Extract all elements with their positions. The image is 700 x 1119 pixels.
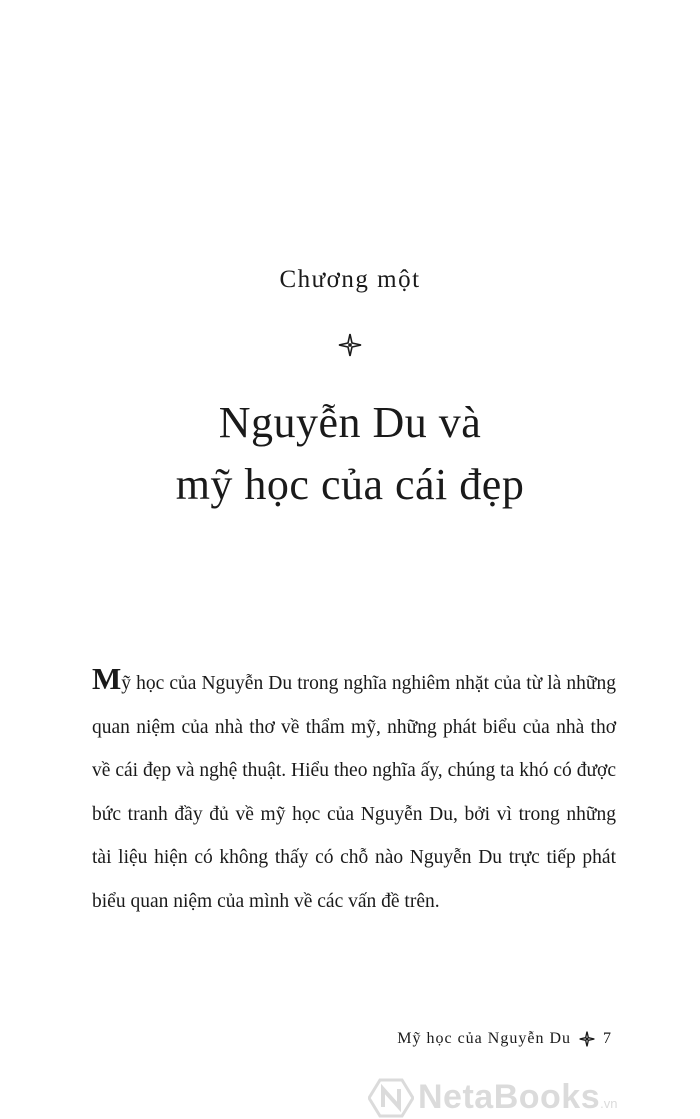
chapter-title-line-1: Nguyễn Du và (218, 398, 482, 447)
body-text: ỹ học của Nguyễn Du trong nghĩa nghiêm nhặt của từ là những quan niệm của nhà thơ về thẩm mỹ, những phát biểu của nhà thơ về cái đẹp và nghệ thuật. Hiểu theo nghĩa ấy, chúng ta khó có được bức tranh đầy đủ về mỹ học của Nguyễn Du, bởi vì trong những tài liệu hiện có không thấy có chỗ nào Nguyễn Du trực tiếp phát biểu quan niệm của mình về các vấn đề trên. (92, 673, 616, 912)
chapter-title (0, 392, 700, 516)
drop-cap: M (92, 661, 122, 696)
watermark (368, 1076, 700, 1119)
page-footer (397, 1030, 612, 1048)
watermark-suffix: .vn (600, 1096, 618, 1111)
body-paragraph (92, 662, 616, 923)
watermark-brand: NetaBooks (418, 1078, 601, 1116)
running-title: Mỹ học của Nguyễn Du (397, 1030, 571, 1047)
netabooks-logo-icon (368, 1078, 414, 1118)
chapter-title-line-2: mỹ học của cái đẹp (175, 460, 525, 509)
page-number: 7 (603, 1030, 612, 1047)
chapter-label: Chương một (279, 266, 421, 293)
four-point-star-ornament-icon (579, 1031, 595, 1047)
four-point-star-ornament-icon (338, 333, 362, 357)
